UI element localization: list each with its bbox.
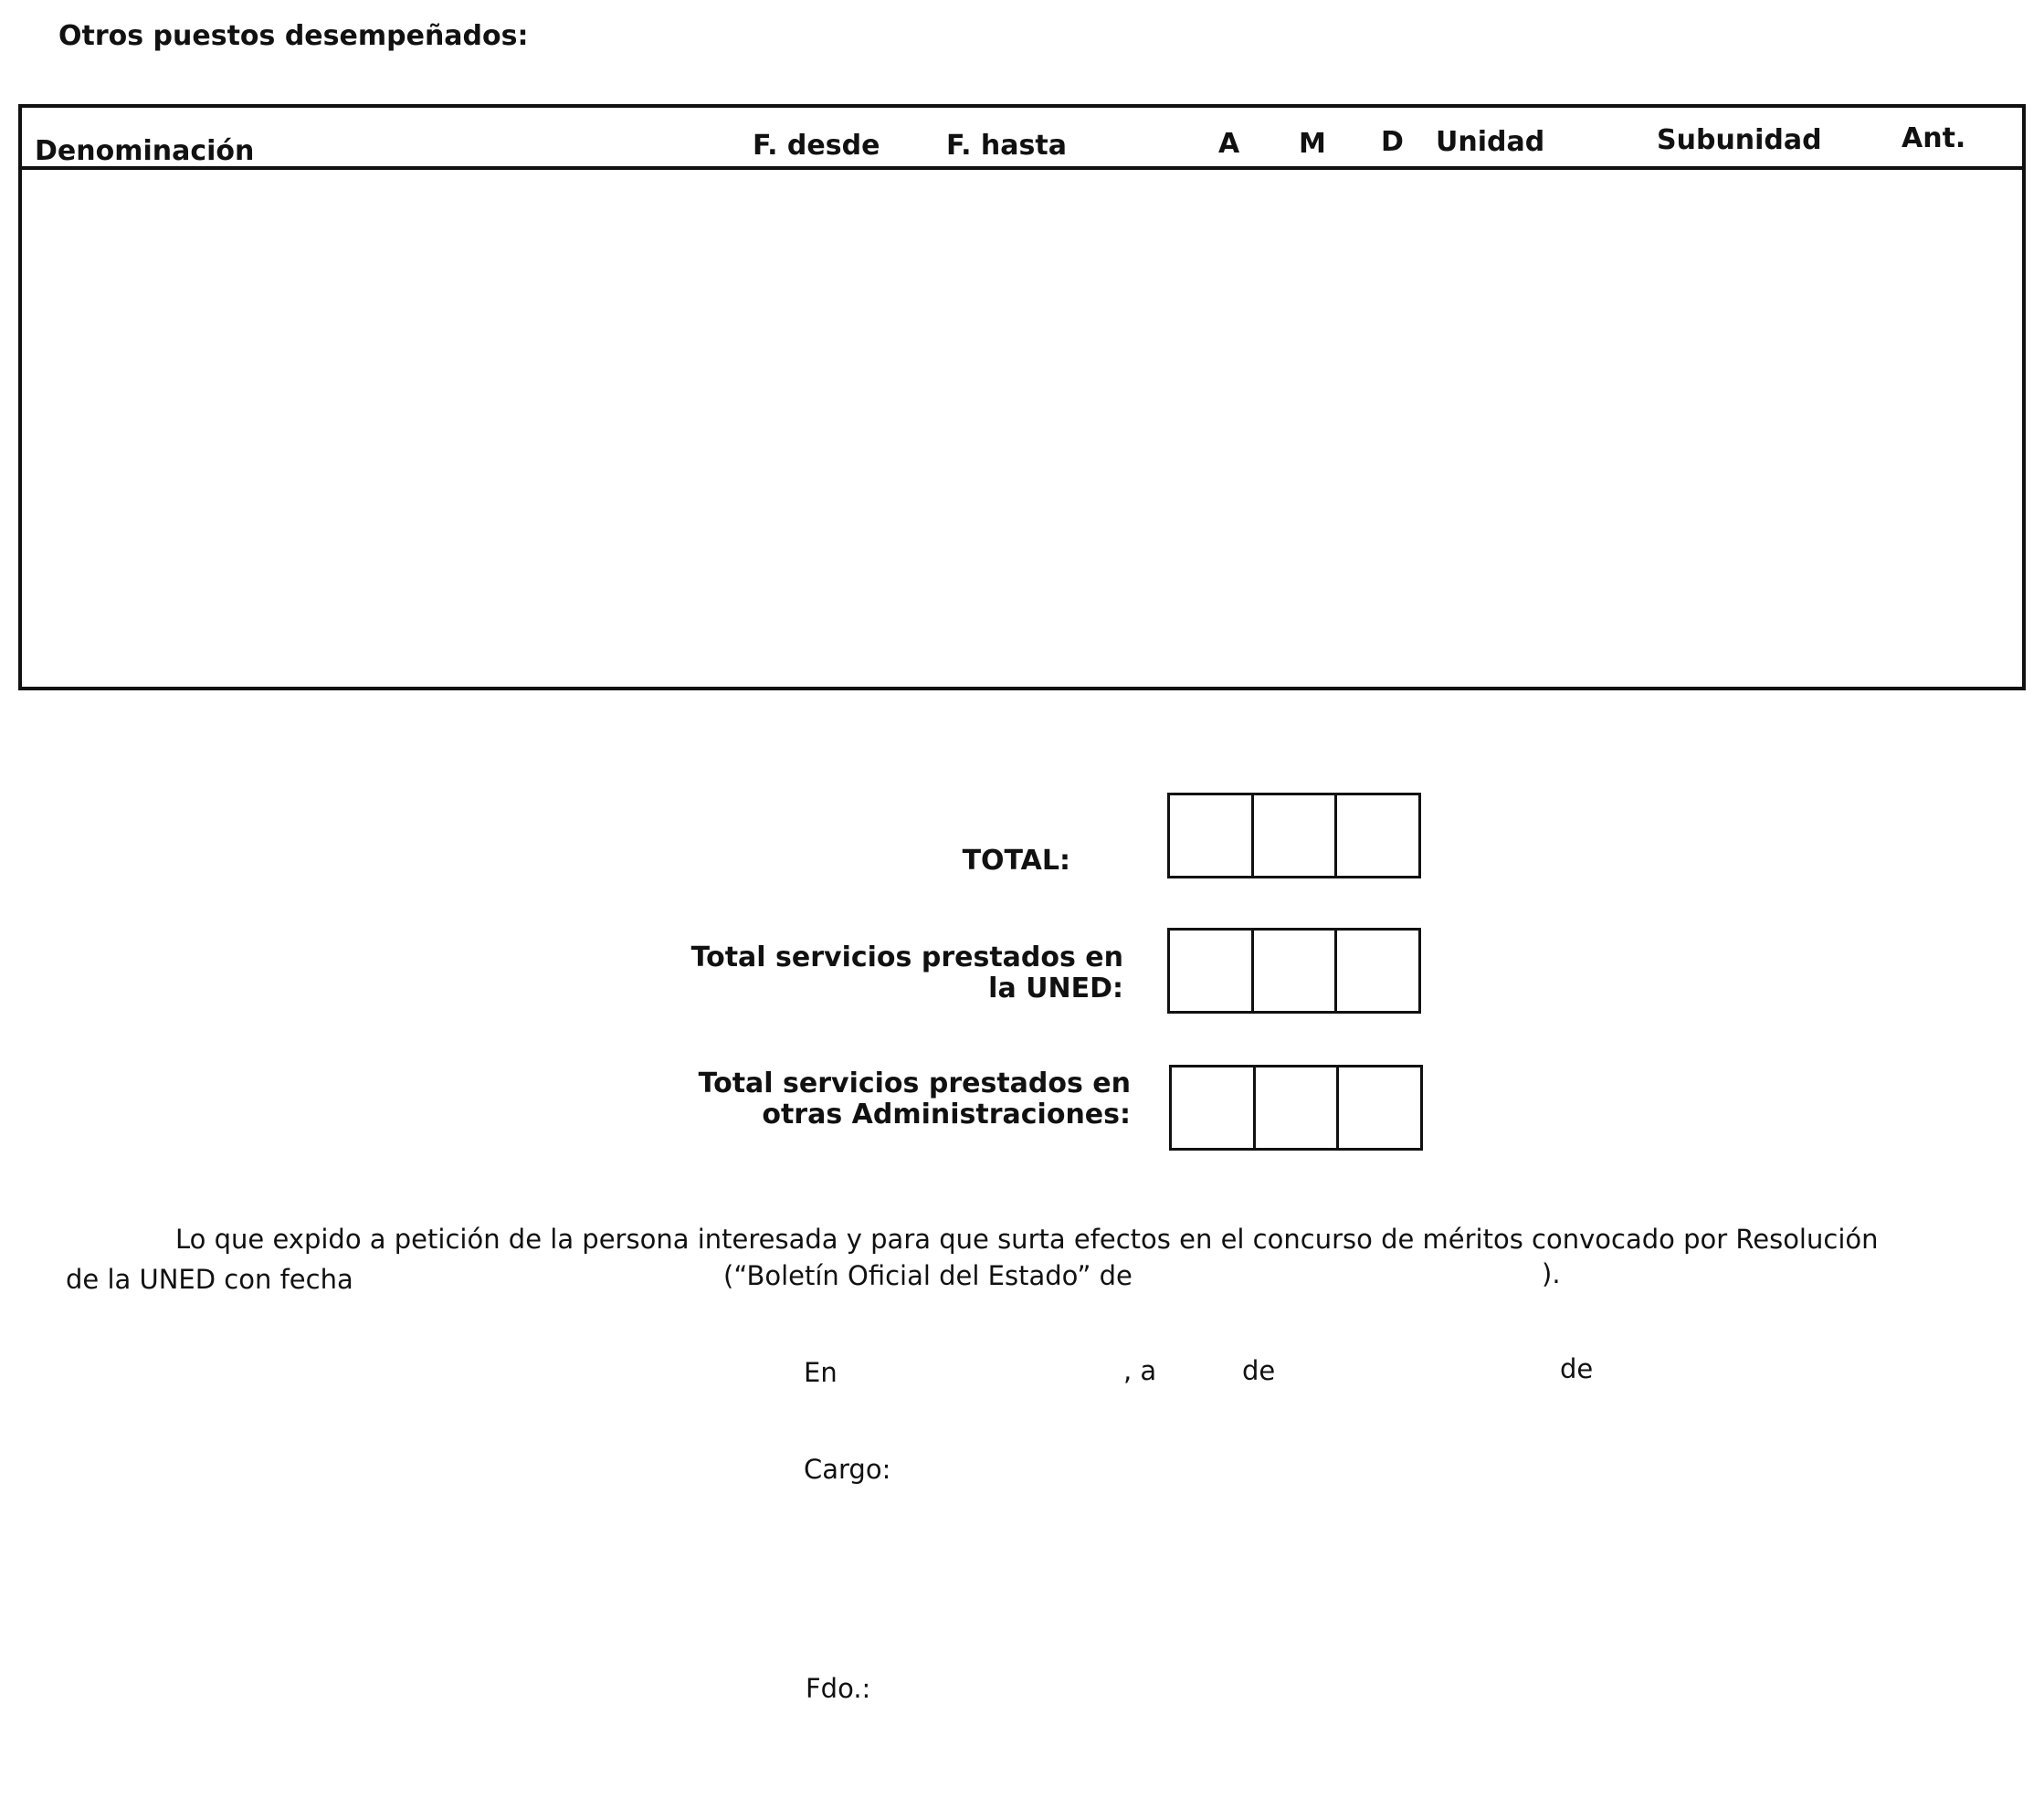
uned-total-label [639,942,1123,1004]
header-unidad: Unidad [1436,126,1545,158]
uned-cell-years[interactable] [1170,931,1254,1011]
certification-line2-end: ). [1542,1258,1561,1289]
positions-table [18,104,2026,690]
header-ant: Ant. [1902,122,1966,154]
place-en: En [804,1357,838,1388]
total-label: TOTAL: [962,845,1070,877]
uned-cell-months[interactable] [1254,931,1338,1011]
otras-total-label-line1: Total servicios prestados en [698,1068,1131,1099]
header-divider [22,166,2022,170]
otras-cell-days[interactable] [1339,1068,1420,1148]
uned-total-cells [1167,928,1421,1014]
header-a: A [1218,128,1240,160]
date-de-2: de [1560,1353,1594,1384]
header-f-hasta: F. hasta [946,130,1067,162]
total-cells [1167,793,1421,878]
cargo-label: Cargo: [804,1454,891,1485]
fdo-label: Fdo.: [806,1673,871,1704]
otras-cell-months[interactable] [1256,1068,1340,1148]
uned-total-label-line2: la UNED: [988,973,1123,1004]
certification-line2-boe: (“Boletín Oficial del Estado” de [723,1260,1133,1291]
total-cell-months[interactable] [1254,795,1338,876]
header-d: D [1381,126,1404,158]
header-m: M [1299,128,1326,160]
section-title: Otros puestos desempeñados: [58,20,529,52]
place-a: , a [1123,1355,1157,1386]
header-subunidad: Subunidad [1657,124,1822,156]
header-f-desde: F. desde [753,130,880,162]
total-cell-days[interactable] [1337,795,1418,876]
otras-total-label [639,1068,1131,1131]
total-cell-years[interactable] [1170,795,1254,876]
certification-line2-start: de la UNED con fecha [66,1264,353,1295]
otras-total-label-line2: otras Administraciones: [762,1099,1131,1131]
header-denominacion: Denominación [35,135,255,167]
certification-line1: Lo que expido a petición de la persona interesada y para que surta efectos en el concurso de méritos convocado por Resolución [175,1224,1879,1255]
otras-cell-years[interactable] [1172,1068,1256,1148]
uned-total-label-line1: Total servicios prestados en [690,941,1123,973]
uned-cell-days[interactable] [1337,931,1418,1011]
otras-total-cells [1169,1065,1423,1151]
date-de-1: de [1242,1355,1276,1386]
